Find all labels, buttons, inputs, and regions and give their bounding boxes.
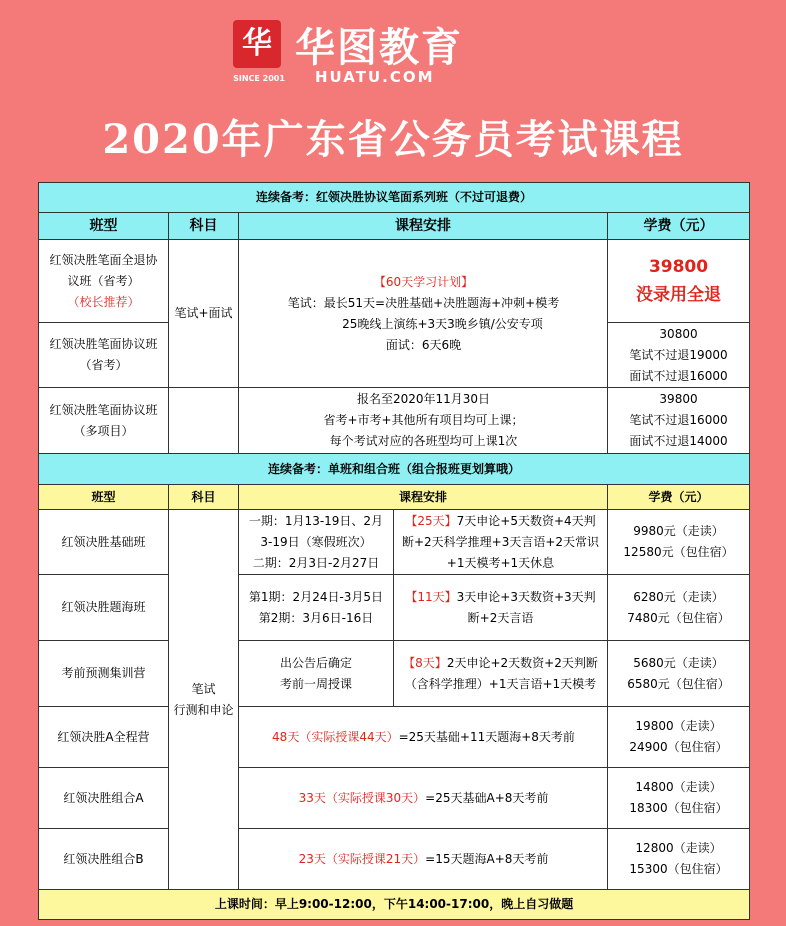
section2-row5-class: 红领决胜组合A <box>39 768 169 829</box>
fee-line: 15300（包住宿） <box>629 862 728 876</box>
fee-line: 7480元（包住宿） <box>627 610 730 625</box>
section1-row3-fee <box>608 388 750 454</box>
date-line: 出公告后确定 <box>279 655 352 670</box>
desc-line: 7天申论+5天数资+4天判 <box>456 513 596 528</box>
duration-tag: 【11天】 <box>405 589 457 604</box>
section2-row3-date <box>239 641 394 707</box>
row-name-line: （多项目） <box>73 423 134 438</box>
duration-tag: 【8天】 <box>403 655 447 670</box>
desc-line: 断+2天言语 <box>467 610 534 625</box>
row-name-line: 红领决胜笔面协议班 <box>49 402 158 417</box>
row-name-line: （省考） <box>79 358 128 372</box>
desc-line: （含科学推理）+1天言语+1天模考 <box>404 676 597 691</box>
section1-row2-fee <box>608 323 750 388</box>
duration-tag: 【25天】 <box>405 513 457 528</box>
fee-line: 12800（走读） <box>635 841 722 855</box>
desc-line: 断+2天科学推理+3天言语+2天常识 <box>401 534 600 549</box>
fee-note: 没录用全退 <box>636 285 722 305</box>
fee-line: 18300（包住宿） <box>629 801 728 815</box>
section2-row2-fee <box>608 575 750 641</box>
section1-row1-class <box>39 240 169 323</box>
section2-row6-desc <box>239 829 608 890</box>
fee-line: 面试不过退16000 <box>629 368 728 383</box>
section2-col-class: 班型 <box>39 485 169 510</box>
section2-row4-desc <box>239 707 608 768</box>
logo-chinese-name: 华图教育 <box>295 25 463 71</box>
section1-row1-fee <box>608 240 750 323</box>
fee-line: 30800 <box>659 326 698 341</box>
section1-col-schedule: 课程安排 <box>239 213 608 240</box>
section2-row2-class: 红领决胜题海班 <box>39 575 169 641</box>
date-line: 一期：1月13-19日、2月 <box>248 513 384 528</box>
fee-line: 6580元（包住宿） <box>627 676 730 691</box>
section2-row5-fee <box>608 768 750 829</box>
section2-row1-date <box>239 510 394 575</box>
section2-col-subject: 科目 <box>169 485 239 510</box>
subject-line: 笔试 <box>191 681 216 696</box>
class-time-footer: 上课时间：早上9:00-12:00，下午14:00-17:00，晚上自习做题 <box>39 890 750 920</box>
section1-header: 连续备考：红领决胜协议笔面系列班（不过可退费） <box>39 183 750 213</box>
section1-subject: 笔试+面试 <box>169 240 239 388</box>
section2-row2-date <box>239 575 394 641</box>
section1-schedule-a <box>239 240 608 388</box>
schedule-line: 省考+市考+其他所有项目均可上课； <box>323 413 524 427</box>
logo-english-name: HUATU.COM <box>315 68 435 86</box>
course-table <box>38 182 750 920</box>
duration-tag: 48天（实际授课44天） <box>272 729 399 744</box>
section2-row3-desc <box>394 641 608 707</box>
schedule-line: 每个考试对应的各班型均可上课1次 <box>329 434 518 448</box>
fee-line: 12580元（包住宿） <box>623 545 734 559</box>
date-line: 第2期：3月6日-16日 <box>258 610 374 625</box>
section1-col-subject: 科目 <box>169 213 239 240</box>
fee-line: 笔试不过退16000 <box>629 413 728 427</box>
section2-row1-fee <box>608 510 750 575</box>
row-name-line: 红领决胜笔面协议班 <box>49 337 158 351</box>
section2-row1-desc <box>394 510 608 575</box>
section1-col-fee: 学费（元） <box>608 213 750 240</box>
section2-row6-class: 红领决胜组合B <box>39 829 169 890</box>
desc-line: 3天申论+3天数资+3天判 <box>456 589 596 604</box>
principal-recommend-badge: （校长推荐） <box>67 294 140 309</box>
section1-schedule-b <box>239 388 608 454</box>
fee-line: 14800（走读） <box>635 780 722 794</box>
section2-row4-class: 红领决胜A全程营 <box>39 707 169 768</box>
date-line: 二期：2月3日-2月27日 <box>252 555 380 570</box>
date-line: 第1期：2月24日-3月5日 <box>248 589 384 604</box>
row-name-line: 红领决胜笔面全退协 <box>49 252 158 267</box>
fee-line: 39800 <box>659 392 698 406</box>
section2-row5-desc <box>239 768 608 829</box>
section2-subject <box>169 510 239 890</box>
desc-line: =25天基础+11天题海+8天考前 <box>398 729 575 744</box>
fee-line: 面试不过退14000 <box>629 434 728 448</box>
section2-row4-fee <box>608 707 750 768</box>
section2-row6-fee <box>608 829 750 890</box>
duration-tag: 23天（实际授课21天） <box>298 851 426 866</box>
schedule-line: 25晚线上演练+3天3晚乡镇/公安专项 <box>342 316 543 331</box>
schedule-line: 面试：6天6晚 <box>385 337 462 352</box>
row-name-line: 议班（省考） <box>67 273 140 288</box>
page-title: 2020年广东省公务员考试课程 <box>102 116 684 163</box>
schedule-line: 报名至2020年11月30日 <box>356 392 491 406</box>
logo-since-text: SINCE 2001 <box>233 74 285 83</box>
schedule-tag: 【60天学习计划】 <box>373 274 474 289</box>
section1-row3-subject-empty <box>169 388 239 454</box>
section2-col-schedule: 课程安排 <box>239 485 608 510</box>
section2-row3-class: 考前预测集训营 <box>39 641 169 707</box>
fee-line: 5680元（走读） <box>633 655 724 670</box>
duration-tag: 33天（实际授课30天） <box>298 790 426 805</box>
fee-line: 笔试不过退19000 <box>629 347 728 362</box>
section2-row3-fee <box>608 641 750 707</box>
schedule-line: 笔试：最长51天=决胜基础+决胜题海+冲刺+模考 <box>287 295 560 310</box>
section2-col-fee: 学费（元） <box>608 485 750 510</box>
desc-line: 2天申论+2天数资+2天判断 <box>446 655 598 670</box>
section2-header: 连续备考：单班和组合班（组合报班更划算哦） <box>39 454 750 485</box>
section1-row3-class <box>39 388 169 454</box>
fee-line: 6280元（走读） <box>633 589 724 604</box>
date-line: 3-19日（寒假班次） <box>260 534 372 549</box>
huatu-logo-mark: 华 <box>233 20 281 68</box>
fee-line: 9980元（走读） <box>633 524 724 538</box>
section2-row2-desc <box>394 575 608 641</box>
section1-col-class: 班型 <box>39 213 169 240</box>
desc-line: +1天模考+1天休息 <box>446 555 555 570</box>
desc-line: =25天基础A+8天考前 <box>425 790 549 805</box>
fee-amount: 39800 <box>648 257 709 277</box>
fee-line: 24900（包住宿） <box>629 740 728 754</box>
fee-line: 19800（走读） <box>635 719 722 733</box>
date-line: 考前一周授课 <box>279 676 352 691</box>
subject-line: 行测和申论 <box>173 702 234 717</box>
section1-row2-class <box>39 323 169 388</box>
desc-line: =15天题海A+8天考前 <box>425 851 549 866</box>
section2-row1-class: 红领决胜基础班 <box>39 510 169 575</box>
